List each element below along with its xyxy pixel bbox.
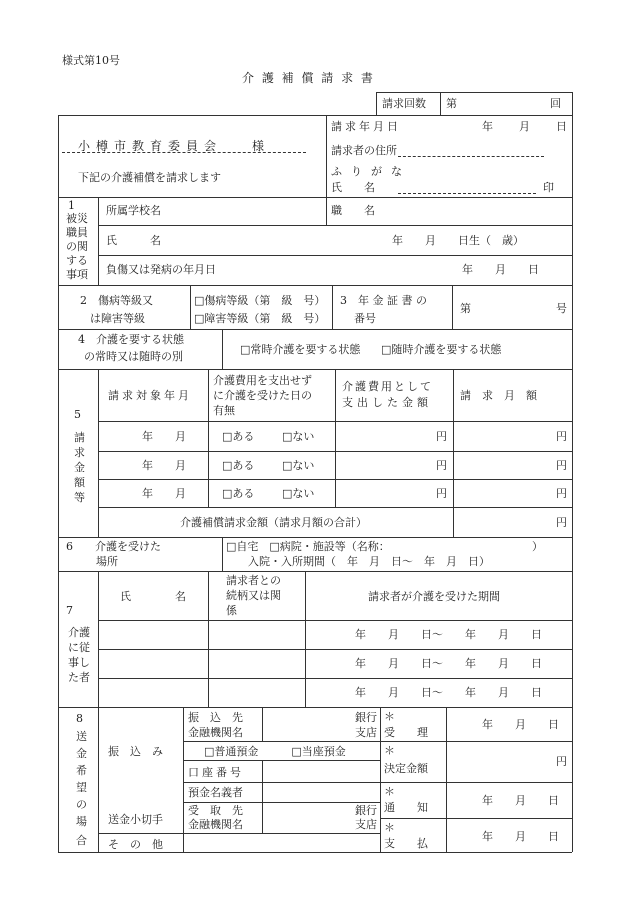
birth-date: 年 月 日生（ 歳）	[392, 234, 524, 247]
section2-label-1: 2 傷病等級又	[80, 294, 153, 307]
injury-date-label: 負傷又は発病の年月日	[106, 263, 216, 276]
claim-instruction: 下記の介護補償を請求します	[78, 171, 221, 184]
transfer-dest-label-2: 金融機関名	[188, 726, 243, 739]
section5-label-4: 額	[74, 476, 85, 489]
section5-label-5: 等	[74, 491, 85, 504]
check-dest-label-1: 受 取 先	[188, 804, 243, 817]
caregiver2-period: 年 月 日～ 年 月 日	[355, 657, 542, 670]
decided-star: ＊	[384, 744, 395, 757]
section1-label-4: する	[66, 254, 88, 267]
claim-date-year: 年	[482, 120, 493, 133]
no-expense-header-2: に介護を受けた日の	[213, 389, 312, 402]
no-expense-header-3: 有無	[213, 404, 235, 417]
relation-header-2: 続柄又は関	[226, 589, 281, 602]
section8-label-4: 望	[76, 781, 87, 794]
claim-count-suffix: 回	[550, 97, 561, 110]
account-type-options: □普通預金 □当座預金	[204, 745, 346, 758]
section7-label-4: た者	[68, 671, 90, 684]
section7-number: 7	[66, 604, 73, 617]
school-name-label: 所属学校名	[106, 204, 161, 217]
section7-label-2: に従	[68, 641, 90, 654]
claim-date-day: 日	[556, 120, 567, 133]
total-claim-label: 介護補償請求金額（請求月額の合計）	[180, 516, 367, 529]
decided-amount-unit: 円	[556, 755, 567, 768]
notice-label: 通 知	[384, 801, 428, 814]
claim-period-header: 請求対象年月	[108, 389, 192, 402]
furigana-label: ふりがな	[331, 165, 411, 178]
row1-amount-unit: 円	[556, 430, 567, 443]
disability-grade-option: □障害等級（第 級 号）	[194, 312, 326, 325]
claimant-address-label: 請求者の住所	[331, 144, 397, 157]
claim-count-prefix: 第	[446, 97, 457, 110]
pension-cert-prefix: 第	[460, 302, 471, 315]
section1-label-3: の関	[66, 240, 88, 253]
section4-label-1: 4 介護を要する状態	[78, 333, 184, 346]
monthly-amount-header: 請 求 月 額	[460, 389, 537, 402]
section8-label-6: 場	[76, 815, 87, 828]
row3-no-option: □ない	[282, 487, 315, 500]
row1-expense-unit: 円	[436, 430, 447, 443]
pension-cert-suffix: 号	[556, 302, 567, 315]
row2-expense-unit: 円	[436, 459, 447, 472]
check-dest-label-2: 金融機関名	[188, 818, 243, 831]
section4-label-2: の常時又は随時の別	[84, 350, 183, 363]
relation-header-3: 係	[226, 604, 237, 617]
section8-number: 8	[76, 712, 83, 725]
section5-number: 5	[74, 408, 81, 421]
constant-care-option: □常時介護を要する状態	[240, 343, 361, 356]
transfer-branch-label: 支店	[355, 726, 377, 739]
row1-year-month: 年 月	[142, 430, 186, 443]
caregiver-name-header: 氏 名	[120, 590, 186, 603]
section6-label-1: 6 介護を受けた	[66, 540, 161, 553]
recipient-honorific: 様	[252, 139, 265, 153]
section5-label-1: 請	[74, 431, 85, 444]
notice-date: 年 月 日	[482, 794, 559, 807]
row2-amount-unit: 円	[556, 459, 567, 472]
row3-expense-unit: 円	[436, 487, 447, 500]
recipient-name: 小樽市教育委員会	[78, 139, 223, 153]
seal-mark: 印	[543, 181, 554, 194]
section8-label-1: 送	[76, 730, 87, 743]
row1-no-option: □ない	[282, 430, 315, 443]
claim-date-month: 月	[519, 120, 530, 133]
row1-yes-option: □ある	[222, 430, 255, 443]
claimant-name-label: 氏 名	[331, 181, 375, 194]
section8-label-2: 金	[76, 747, 87, 760]
notice-star: ＊	[384, 785, 395, 798]
row2-yes-option: □ある	[222, 459, 255, 472]
section7-label-1: 介護	[68, 626, 90, 639]
section6-label-2: 場所	[96, 555, 118, 568]
injury-grade-option: □傷病等級（第 級 号）	[194, 294, 326, 307]
section8-label-5: の	[76, 798, 87, 811]
care-period-header: 請求者が介護を受けた期間	[368, 590, 500, 603]
payment-label: 支 払	[384, 837, 428, 850]
section5-label-3: 金	[74, 461, 85, 474]
employee-name-label: 氏 名	[106, 234, 161, 247]
caregiver1-period: 年 月 日～ 年 月 日	[355, 628, 542, 641]
payment-star: ＊	[384, 821, 395, 834]
row2-no-option: □ない	[282, 459, 315, 472]
payment-date: 年 月 日	[482, 830, 559, 843]
care-location-options: □自宅 □病院・施設等（名称：	[226, 540, 390, 553]
section3-label-2: 番号	[354, 312, 376, 325]
row3-amount-unit: 円	[556, 487, 567, 500]
section2-label-2: は障害等級	[90, 312, 145, 325]
section7-label-3: 事し	[68, 656, 90, 669]
no-expense-header-1: 介護費用を支出せず	[213, 374, 312, 387]
form-number: 様式第10号	[62, 54, 120, 67]
received-star: ＊	[384, 710, 395, 723]
transfer-bank-label: 銀行	[355, 711, 377, 724]
admission-period: 入院・入所期間（ 年 月 日～ 年 月 日）	[248, 555, 490, 568]
section8-label-7: 合	[76, 834, 87, 847]
expense-header-1: 介護費用として	[342, 380, 433, 393]
row3-year-month: 年 月	[142, 487, 186, 500]
relation-header-1: 請求者との	[226, 574, 281, 587]
injury-date: 年 月 日	[462, 263, 539, 276]
care-location-close: ）	[532, 540, 543, 553]
account-number-label: 口座番号	[188, 766, 244, 779]
decided-amount-label: 決定金額	[384, 762, 428, 775]
claim-date-label: 請求年月日	[331, 120, 401, 133]
claim-count-label: 請求回数	[382, 97, 426, 110]
other-method-label: そ の 他	[108, 838, 163, 851]
check-bank-label: 銀行	[355, 804, 377, 817]
job-title-label: 職 名	[331, 204, 375, 217]
remittance-check-label: 送金小切手	[108, 813, 163, 826]
row3-yes-option: □ある	[222, 487, 255, 500]
expense-header-2: 支出した金額	[342, 396, 432, 409]
page-title: 介 護 補 償 請 求 書	[242, 71, 375, 85]
section1-label-2: 職員	[66, 226, 88, 239]
row2-year-month: 年 月	[142, 459, 186, 472]
transfer-dest-label-1: 振 込 先	[188, 711, 243, 724]
received-label: 受 理	[384, 726, 428, 739]
check-branch-label: 支店	[355, 818, 377, 831]
caregiver3-period: 年 月 日～ 年 月 日	[355, 686, 542, 699]
section5-label-2: 求	[74, 446, 85, 459]
occasional-care-option: □随時介護を要する状態	[381, 343, 502, 356]
section1-number: 1	[68, 199, 75, 212]
account-holder-label: 預金名義者	[188, 786, 243, 799]
section8-label-3: 希	[76, 764, 87, 777]
bank-transfer-label: 振 込 み	[108, 745, 163, 758]
section1-label-1: 被災	[66, 212, 88, 225]
received-date: 年 月 日	[482, 718, 559, 731]
total-claim-unit: 円	[556, 516, 567, 529]
section1-label-5: 事項	[66, 268, 88, 281]
section3-label-1: 3 年 金 証 書 の	[340, 294, 427, 307]
